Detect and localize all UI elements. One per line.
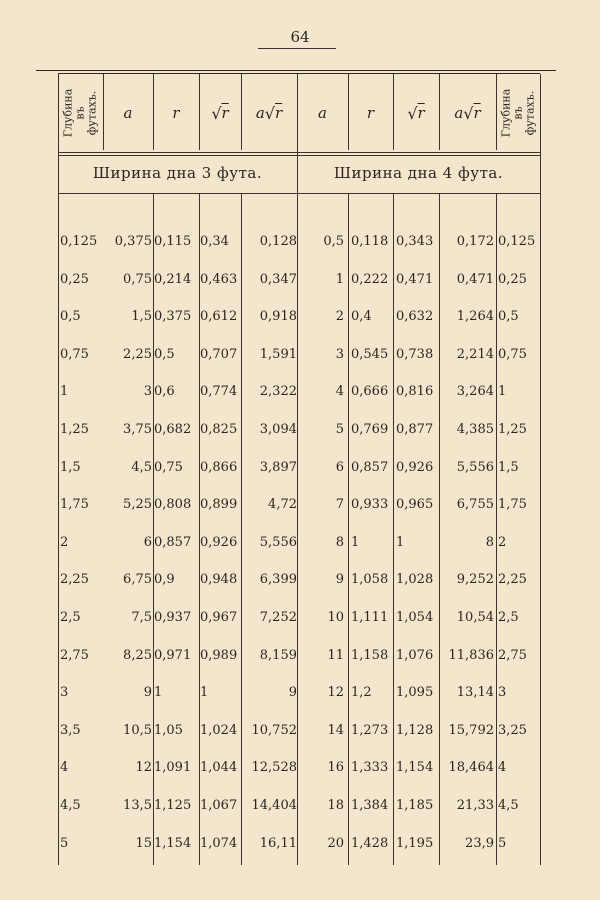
cell-depth-left: 3 — [60, 685, 69, 701]
cell-r-right: 0,857 — [351, 459, 389, 475]
header-r-right: r — [366, 104, 375, 122]
cell-depth-left: 1 — [60, 384, 69, 400]
cell-depth-right: 0,125 — [498, 234, 536, 249]
cell-a-left: 7,5 — [131, 610, 152, 625]
cell-sqrt-r-right: 0,877 — [396, 422, 434, 437]
cell-r-right: 0,933 — [351, 497, 389, 513]
cell-depth-left: 4,5 — [60, 798, 81, 813]
table-row — [0, 721, 600, 741]
cell-sqrt-r-right: 0,471 — [396, 271, 434, 287]
header-a-left: a — [123, 104, 133, 122]
cell-a-left: 3 — [143, 384, 152, 400]
table-row — [0, 382, 600, 402]
cell-a-left: 0,75 — [123, 271, 152, 287]
cell-a-sqrt-r-right: 9,252 — [456, 572, 494, 588]
cell-a-sqrt-r-right: 10,54 — [456, 610, 494, 625]
cell-sqrt-r-left: 1 — [200, 685, 209, 701]
cell-depth-right: 0,25 — [498, 271, 527, 287]
cell-depth-left: 1,25 — [60, 422, 89, 437]
table-row — [0, 758, 600, 778]
cell-a-sqrt-r-left: 14,404 — [251, 798, 297, 813]
cell-sqrt-r-left: 0,989 — [200, 647, 238, 663]
cell-sqrt-r-left: 0,774 — [200, 384, 238, 400]
cell-a-sqrt-r-right: 11,836 — [448, 647, 494, 663]
cell-a-left: 3,75 — [123, 422, 152, 437]
cell-sqrt-r-right: 0,965 — [396, 497, 434, 513]
cell-a-sqrt-r-right: 8 — [485, 534, 494, 550]
section-title-left: Ширина дна 3 фута. — [92, 164, 263, 182]
cell-a-sqrt-r-right: 6,755 — [456, 497, 494, 513]
cell-a-sqrt-r-left: 8,159 — [259, 647, 297, 663]
cell-sqrt-r-left: 1,067 — [200, 798, 238, 813]
cell-r-right: 0,545 — [351, 346, 389, 362]
header-a-right: a — [318, 104, 327, 122]
cell-a-sqrt-r-left: 6,399 — [259, 572, 297, 588]
cell-depth-right: 3 — [498, 685, 507, 701]
cell-depth-left: 3,5 — [60, 722, 81, 738]
cell-depth-right: 4,5 — [498, 798, 519, 813]
cell-r-left: 0,375 — [154, 309, 192, 325]
cell-sqrt-r-right: 1,076 — [396, 647, 434, 663]
cell-sqrt-r-left: 0,825 — [200, 422, 238, 437]
table-row — [0, 420, 600, 440]
cell-r-left: 0,6 — [154, 384, 175, 400]
cell-a-sqrt-r-left: 4,72 — [268, 497, 297, 513]
cell-r-left: 0,937 — [154, 610, 192, 625]
cell-r-left: 0,971 — [154, 647, 192, 663]
cell-a-right: 10 — [327, 610, 344, 625]
cell-sqrt-r-left: 0,926 — [200, 534, 238, 550]
table-row — [0, 646, 600, 666]
cell-depth-left: 1,75 — [60, 497, 89, 513]
cell-sqrt-r-left: 1,074 — [200, 835, 238, 851]
cell-a-sqrt-r-left: 1,591 — [259, 346, 297, 362]
cell-depth-left: 2 — [60, 534, 69, 550]
cell-r-left: 0,214 — [154, 271, 192, 287]
cell-a-right: 1 — [335, 271, 344, 287]
cell-depth-left: 2,5 — [60, 610, 81, 625]
cell-r-right: 1,058 — [351, 572, 389, 588]
section-title-right: Ширина дна 4 фута. — [333, 164, 504, 182]
cell-a-right: 2 — [335, 309, 344, 325]
cell-r-left: 0,857 — [154, 534, 192, 550]
cell-a-sqrt-r-left: 9 — [288, 685, 297, 701]
cell-a-right: 0,5 — [323, 234, 344, 249]
cell-r-left: 0,5 — [154, 346, 175, 362]
cell-sqrt-r-right: 1,054 — [396, 610, 434, 625]
cell-a-left: 9 — [143, 685, 152, 701]
cell-r-left: 1,154 — [154, 835, 192, 851]
table-row — [0, 495, 600, 515]
cell-r-right: 0,666 — [351, 384, 389, 400]
cell-depth-right: 1,75 — [498, 497, 527, 513]
cell-sqrt-r-left: 1,024 — [200, 722, 238, 738]
cell-a-left: 6,75 — [123, 572, 152, 588]
cell-sqrt-r-right: 1,128 — [396, 722, 434, 738]
table-row — [0, 570, 600, 590]
cell-depth-left: 5 — [60, 835, 69, 851]
cell-a-sqrt-r-right: 0,172 — [456, 234, 494, 249]
cell-depth-left: 1,5 — [60, 459, 81, 475]
cell-depth-right: 1 — [498, 384, 507, 400]
table-row — [0, 307, 600, 327]
cell-a-left: 6 — [143, 534, 152, 550]
cell-r-right: 0,118 — [351, 234, 389, 249]
cell-r-right: 0,222 — [351, 271, 389, 287]
cell-sqrt-r-right: 0,343 — [396, 234, 434, 249]
cell-r-left: 1,091 — [154, 760, 192, 776]
table-row — [0, 270, 600, 290]
cell-r-left: 1,125 — [154, 798, 192, 813]
cell-a-left: 2,25 — [123, 346, 152, 362]
cell-r-left: 0,682 — [154, 422, 192, 437]
cell-sqrt-r-left: 0,866 — [200, 459, 238, 475]
cell-sqrt-r-left: 0,463 — [200, 271, 238, 287]
header-sqrt-r-right: √ r — [407, 103, 425, 123]
cell-a-left: 0,375 — [114, 234, 152, 249]
cell-a-sqrt-r-left: 2,322 — [259, 384, 297, 400]
table-row — [0, 796, 600, 816]
table-top-rule — [36, 70, 556, 71]
cell-depth-left: 0,125 — [60, 234, 98, 249]
cell-depth-right: 2 — [498, 534, 507, 550]
cell-r-right: 1,2 — [351, 685, 372, 701]
cell-r-left: 1,05 — [154, 722, 183, 738]
cell-sqrt-r-left: 0,967 — [200, 610, 238, 625]
cell-r-right: 0,769 — [351, 422, 389, 437]
cell-depth-left: 2,25 — [60, 572, 89, 588]
cell-a-left: 4,5 — [131, 459, 152, 475]
table-row — [0, 232, 600, 252]
cell-a-sqrt-r-left: 0,347 — [259, 271, 297, 287]
table-row — [0, 533, 600, 553]
cell-r-right: 1,273 — [351, 722, 389, 738]
cell-depth-right: 1,25 — [498, 422, 527, 437]
cell-sqrt-r-left: 0,34 — [200, 234, 229, 249]
table-row — [0, 345, 600, 365]
cell-sqrt-r-right: 0,926 — [396, 459, 434, 475]
cell-a-left: 12 — [135, 760, 152, 776]
cell-sqrt-r-right: 1 — [396, 534, 405, 550]
cell-r-right: 1,384 — [351, 798, 389, 813]
cell-a-sqrt-r-left: 12,528 — [251, 760, 297, 776]
page-number: 64 — [290, 28, 310, 46]
cell-a-sqrt-r-left: 7,252 — [259, 610, 297, 625]
cell-sqrt-r-left: 0,707 — [200, 346, 238, 362]
cell-depth-right: 2,75 — [498, 647, 527, 663]
cell-sqrt-r-right: 1,195 — [396, 835, 434, 851]
cell-a-left: 8,25 — [123, 647, 152, 663]
cell-r-left: 1 — [154, 685, 163, 701]
cell-depth-left: 4 — [60, 760, 69, 776]
cell-sqrt-r-left: 0,612 — [200, 309, 238, 325]
cell-r-right: 0,4 — [351, 309, 372, 325]
cell-a-left: 13,5 — [123, 798, 152, 813]
cell-a-right: 3 — [335, 346, 344, 362]
header-depth-left: Глубина въ футахъ. — [61, 88, 99, 138]
cell-depth-right: 0,75 — [498, 346, 527, 362]
cell-sqrt-r-right: 0,816 — [396, 384, 434, 400]
cell-a-right: 20 — [327, 835, 344, 851]
table-row — [0, 834, 600, 854]
cell-depth-right: 2,25 — [498, 572, 527, 588]
cell-depth-right: 5 — [498, 835, 507, 851]
header-a-sqrt-r-right: a √ r — [454, 103, 481, 123]
cell-a-right: 7 — [335, 497, 344, 513]
cell-sqrt-r-right: 1,028 — [396, 572, 434, 588]
cell-depth-right: 3,25 — [498, 722, 527, 738]
header-r-left: r — [172, 104, 180, 122]
cell-a-left: 10,5 — [123, 722, 152, 738]
cell-a-sqrt-r-left: 16,11 — [259, 835, 297, 851]
cell-sqrt-r-right: 1,095 — [396, 685, 434, 701]
cell-a-right: 5 — [335, 422, 344, 437]
cell-r-left: 0,75 — [154, 459, 183, 475]
cell-a-right: 8 — [335, 534, 344, 550]
cell-a-sqrt-r-right: 4,385 — [456, 422, 494, 437]
header-a-sqrt-r-left: a √ r — [255, 103, 283, 123]
header-depth-right: Глубина въ футахъ. — [499, 88, 536, 138]
cell-a-sqrt-r-right: 18,464 — [448, 760, 494, 776]
table-row — [0, 458, 600, 478]
cell-sqrt-r-right: 1,154 — [396, 760, 434, 776]
cell-a-right: 16 — [327, 760, 344, 776]
header-sqrt-r-left: √ r — [211, 103, 229, 123]
cell-a-sqrt-r-left: 3,094 — [259, 422, 297, 437]
cell-depth-right: 4 — [498, 760, 507, 776]
cell-a-sqrt-r-right: 2,214 — [456, 346, 494, 362]
cell-a-sqrt-r-right: 13,14 — [456, 685, 494, 701]
cell-sqrt-r-left: 0,948 — [200, 572, 238, 588]
table-row — [0, 683, 600, 703]
cell-a-sqrt-r-left: 10,752 — [251, 722, 297, 738]
cell-a-right: 11 — [327, 647, 344, 663]
cell-depth-left: 2,75 — [60, 647, 89, 663]
cell-a-sqrt-r-right: 1,264 — [456, 309, 494, 325]
cell-a-sqrt-r-right: 5,556 — [456, 459, 494, 475]
cell-a-right: 6 — [335, 459, 344, 475]
cell-a-sqrt-r-left: 5,556 — [259, 534, 297, 550]
cell-r-left: 0,9 — [154, 572, 175, 588]
cell-a-right: 12 — [327, 685, 344, 701]
cell-a-sqrt-r-right: 21,33 — [456, 798, 494, 813]
cell-a-sqrt-r-left: 0,918 — [259, 309, 297, 325]
cell-a-right: 9 — [335, 572, 344, 588]
page-number-rule — [258, 48, 336, 49]
cell-a-sqrt-r-left: 3,897 — [259, 459, 297, 475]
cell-a-sqrt-r-left: 0,128 — [259, 234, 297, 249]
cell-a-sqrt-r-right: 0,471 — [456, 271, 494, 287]
cell-sqrt-r-right: 0,738 — [396, 346, 434, 362]
cell-r-left: 0,115 — [154, 234, 192, 249]
cell-a-left: 1,5 — [131, 309, 152, 325]
cell-r-right: 1,111 — [351, 610, 389, 625]
cell-r-right: 1,333 — [351, 760, 389, 776]
cell-sqrt-r-left: 1,044 — [200, 760, 238, 776]
cell-a-left: 15 — [135, 835, 152, 851]
cell-sqrt-r-right: 1,185 — [396, 798, 434, 813]
cell-depth-left: 0,5 — [60, 309, 81, 325]
cell-r-left: 0,808 — [154, 497, 192, 513]
cell-sqrt-r-right: 0,632 — [396, 309, 434, 325]
cell-r-right: 1 — [351, 534, 360, 550]
cell-a-sqrt-r-right: 3,264 — [456, 384, 494, 400]
cell-a-right: 4 — [335, 384, 344, 400]
cell-depth-left: 0,75 — [60, 346, 89, 362]
cell-a-sqrt-r-right: 23,9 — [465, 835, 494, 851]
cell-a-right: 18 — [327, 798, 344, 813]
cell-a-right: 14 — [327, 722, 344, 738]
cell-depth-right: 1,5 — [498, 459, 519, 475]
cell-r-right: 1,428 — [351, 835, 389, 851]
cell-a-left: 5,25 — [123, 497, 152, 513]
cell-r-right: 1,158 — [351, 647, 389, 663]
cell-depth-right: 0,5 — [498, 309, 519, 325]
table-row — [0, 608, 600, 628]
cell-depth-left: 0,25 — [60, 271, 89, 287]
cell-sqrt-r-left: 0,899 — [200, 497, 238, 513]
cell-a-sqrt-r-right: 15,792 — [448, 722, 494, 738]
cell-depth-right: 2,5 — [498, 610, 519, 625]
